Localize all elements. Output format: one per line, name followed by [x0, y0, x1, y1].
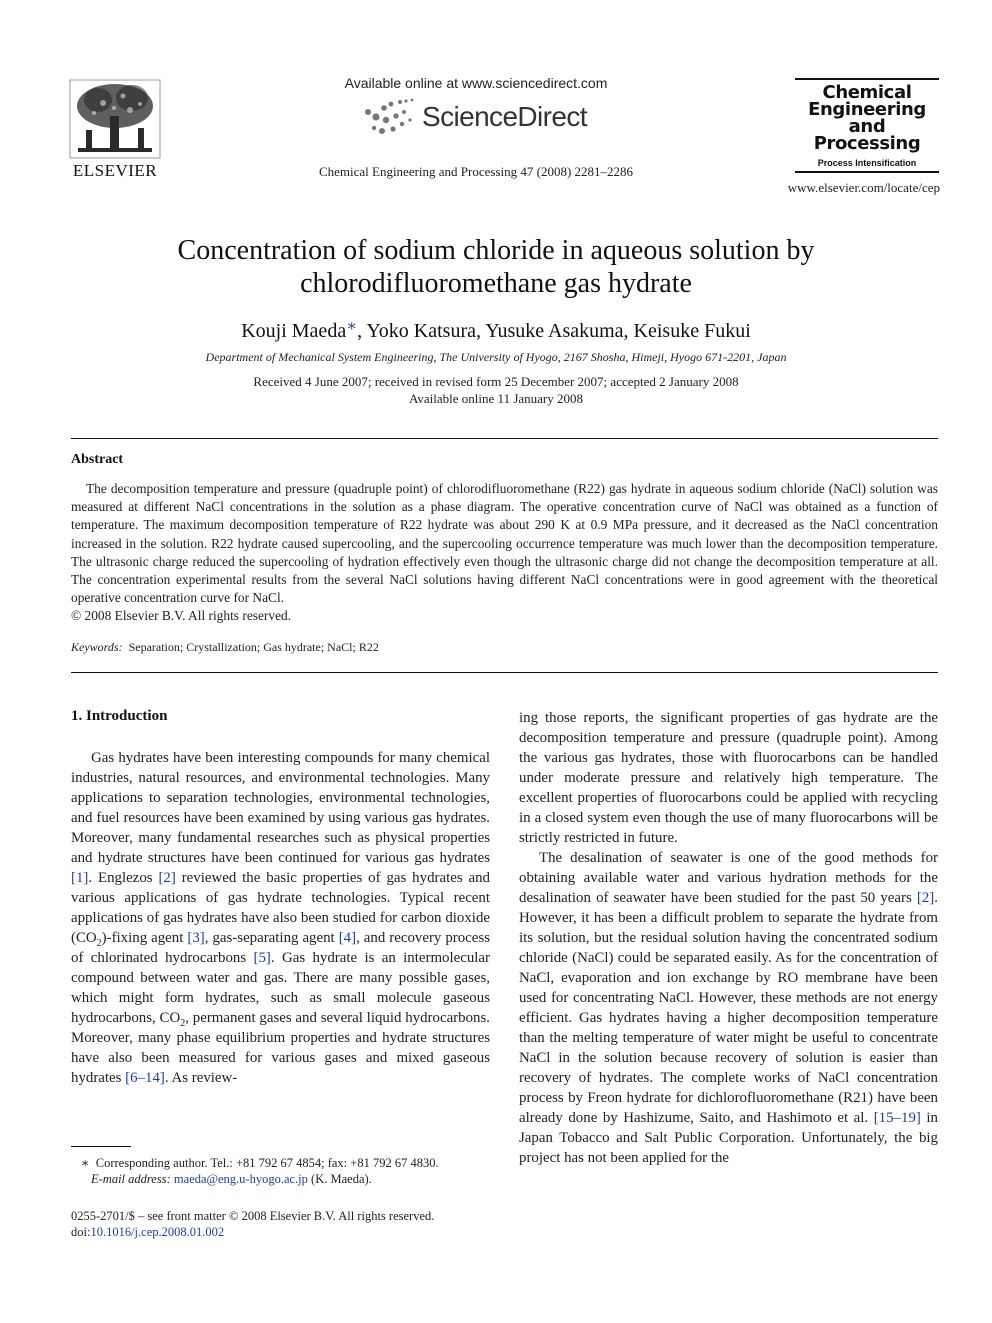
- divider-top: [71, 438, 938, 439]
- footnote-line: [71, 1171, 439, 1187]
- available-online-text: Available online at www.sciencedirect.com: [344, 75, 608, 91]
- elsevier-logo: [68, 78, 162, 182]
- doi-line: [71, 1224, 434, 1240]
- journal-logo-bottom-rule: [795, 171, 939, 173]
- sciencedirect-dots-icon: [360, 96, 422, 140]
- journal-logo-line: Chemical: [822, 82, 912, 103]
- text-run: in Japan Tobacco and Salt Public Corporation. Unfortunately, the big project has not been applied for the: [519, 1110, 938, 1166]
- journal-logo-top-rule: [795, 78, 939, 80]
- footnote-rule: [71, 1146, 131, 1147]
- corresponding-text: Corresponding author. Tel.: +81 792 67 4854; fax: +81 792 67 4830.: [95, 1156, 439, 1170]
- citation-link[interactable]: [3]: [187, 930, 205, 946]
- doi-link[interactable]: 10.1016/j.cep.2008.01.002: [90, 1225, 225, 1239]
- abstract-body: The decomposition temperature and pressure (quadruple point) of chlorodifluoromethane (R22) gas hydrate in aqueous sodium chloride (NaCl) solution was measured at different NaCl concentrations in the solution as a phase diagram. The operative concentration curve of NaCl was obtained as a function of temperature. The maximum decomposition temperature of R22 hydrate was about 290 K at 0.9 MPa pressure, and it decreased as the NaCl concentration increased in the solution. R22 hydrate caused supercooling, and the supercooling occurrence temperature was much lower than the decomposition temperature. The ultrasonic charge reduced the supercooling of hydration effectively even though the ultrasonic charge did not change the decomposition temperature at all. The concentration experimental results from the several NaCl solutions having different NaCl concentrations were in good agreement with the theoretical operative concentration curve for NaCl.: [71, 481, 938, 606]
- received-dates: Received 4 June 2007; received in revised form 25 December 2007; accepted 2 January 2008: [253, 374, 739, 389]
- abstract-heading: Abstract: [71, 452, 124, 467]
- right-column: [519, 708, 938, 1168]
- citation-link[interactable]: [1]: [71, 870, 89, 886]
- sciencedirect-logo[interactable]: [360, 96, 600, 140]
- journal-logo: [795, 78, 939, 174]
- elsevier-tree-icon: [68, 78, 162, 160]
- issn-line: 0255-2701/$ – see front matter © 2008 Elsevier B.V. All rights reserved.: [71, 1209, 435, 1223]
- text-run: . However, it has been a difficult problem to separate the hydrate from its solution, but the residual solution having the concentrated sodium chloride (NaCl) could be separated easily. As for the concentration of NaCl, evaporation and ion exchange by RO membrane have been used for concentrating NaCl. However, these methods are not energy efficient. Gas hydrates having a higher decomposition temperature than the melting temperature of water might be useful to concentrate NaCl in the solution because recovery of solution is easier than recovery of hydrates. The complete works of NaCl concentration process by Freon hydrate for dichlorofluoromethane (R21) have been already done by Hashizume, Saito, and Hashimoto et al.: [519, 890, 938, 1126]
- author-name: Kouji Maeda: [241, 320, 347, 342]
- text-run: . Gas hydrate is an intermolecular compound between water and gas. There are many possible gases, which might form hydrates, such as small molecule gaseous hydrocarbons, CO: [71, 950, 490, 1026]
- corresponding-author-mark[interactable]: ∗: [346, 318, 358, 335]
- subscript: 2: [96, 937, 102, 949]
- journal-logo-line: Engineering: [808, 99, 926, 120]
- keywords: [71, 640, 379, 655]
- paragraph: ing those reports, the significant properties of gas hydrate are the decomposition temperature and pressure (quadruple point). Among the various gas hydrates, those with fluorocarbons can be handled under moderate pressure and relatively high temperature. The excellent properties of fluorocarbons could be applied with recycling in a closed system even though the use of many fluorocarbons will be strictly restricted in future.: [519, 710, 938, 846]
- front-matter: [71, 1208, 434, 1240]
- subscript: 2: [180, 1017, 186, 1029]
- available-online-date: Available online 11 January 2008: [408, 391, 583, 406]
- text-run: . Englezos: [88, 870, 159, 886]
- text-run: . As review-: [164, 1070, 238, 1086]
- journal-logo-line: Processing: [813, 133, 921, 154]
- text-run: )-fixing agent: [101, 930, 188, 946]
- left-column: [71, 748, 490, 1088]
- journal-url-link[interactable]: www.elsevier.com/locate/cep: [787, 180, 940, 195]
- text-run: The desalination of seawater is one of the good methods for obtaining available water and various hydration methods for the desalination of seawater have been studied for the past 50 years: [519, 850, 938, 906]
- citation-link[interactable]: [5]: [253, 950, 271, 966]
- text-run: , gas-separating agent: [204, 930, 339, 946]
- email-suffix: (K. Maeda).: [307, 1172, 372, 1186]
- author-names-rest: , Yoko Katsura, Yusuke Asakuma, Keisuke Fukui: [357, 320, 751, 342]
- author-list: [120, 316, 872, 343]
- email-link[interactable]: maeda@eng.u-hyogo.ac.jp: [173, 1172, 308, 1186]
- citation-link[interactable]: [2]: [916, 890, 935, 906]
- corresponding-footnote: [71, 1155, 439, 1187]
- title-line: Concentration of sodium chloride in aqueous solution by: [177, 235, 815, 266]
- title-line: chlorodifluoromethane gas hydrate: [300, 268, 692, 299]
- abstract-copyright: © 2008 Elsevier B.V. All rights reserved.: [71, 608, 292, 623]
- paragraph: [71, 748, 490, 1088]
- citation-link[interactable]: [2]: [158, 870, 176, 886]
- journal-logo-line: and: [848, 116, 886, 137]
- publisher-name: ELSEVIER: [72, 161, 158, 180]
- paragraph: [519, 848, 938, 1168]
- journal-logo-subtitle: Process Intensification: [817, 158, 917, 168]
- article-history: [120, 373, 872, 407]
- email-label: E-mail address:: [91, 1172, 171, 1186]
- text-run: Gas hydrates have been interesting compounds for many chemical industries, natural resources, and environmental technologies. Many applications to separation technologies, environmental technologies, and fuel resources have been examined by using various gas hydrates. Moreover, many fundamental researches such as physical properties and hydrate structures have been continued for various gas hydrates: [71, 750, 490, 866]
- text-run: reviewed the basic properties of gas hydrates and various applications of gas hydrate technologies. Typical recent applications of gas hydrates have also been studied for carbon dioxide (CO: [71, 870, 491, 946]
- text-run: , and recovery process of chlorinated hydrocarbons: [71, 930, 490, 966]
- footnote-line: [71, 1155, 439, 1171]
- citation-link[interactable]: [15–19]: [873, 1110, 921, 1126]
- citation-link[interactable]: [6–14]: [125, 1070, 165, 1086]
- divider-bottom: [71, 672, 938, 673]
- platform-name: ScienceDirect: [422, 101, 587, 132]
- footnote-mark: ∗: [81, 1156, 90, 1170]
- article-title: [120, 234, 872, 300]
- citation-link[interactable]: [4]: [338, 930, 357, 946]
- text-run: , permanent gases and several liquid hydrocarbons. Moreover, many phase equilibrium properties and hydrate structures have also been measured for various gases and mixed gaseous hydrates: [71, 1010, 490, 1086]
- keywords-label: Keywords:: [71, 640, 123, 654]
- section-heading: 1. Introduction: [71, 708, 168, 724]
- keywords-list: Separation; Crystallization; Gas hydrate; NaCl; R22: [128, 640, 379, 654]
- affiliation: Department of Mechanical System Engineering, The University of Hyogo, 2167 Shosha, Himeji, Hyogo 671-2201, Japan: [205, 350, 787, 364]
- journal-citation: Chemical Engineering and Processing 47 (2008) 2281–2286: [318, 164, 634, 179]
- journal-logo-title: [795, 84, 939, 152]
- doi-label: doi:: [71, 1225, 91, 1239]
